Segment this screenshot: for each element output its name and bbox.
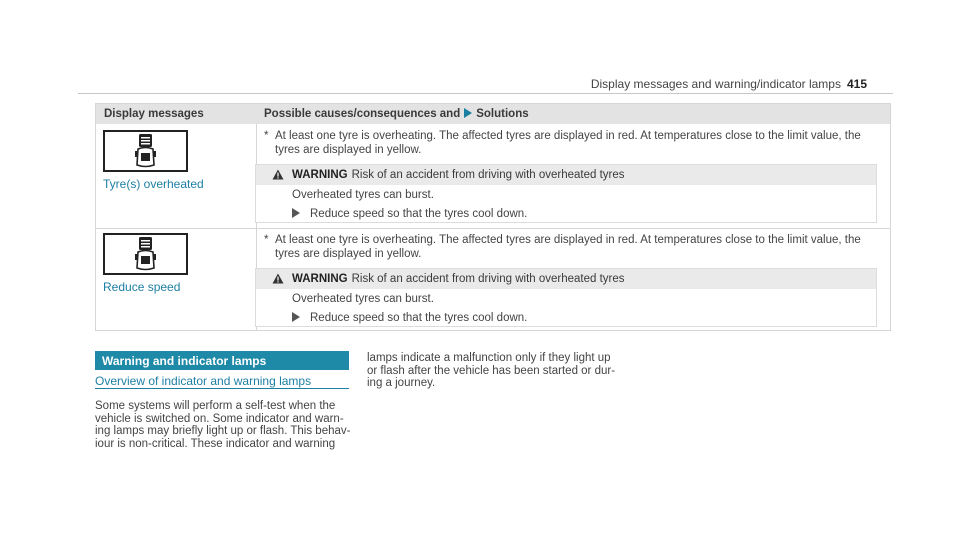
paragraph-line: ing a journey.: [367, 377, 436, 389]
play-arrow-icon: [464, 108, 472, 118]
warning-text: Risk of an accident from driving with overheated tyres: [351, 273, 625, 285]
warning-box: [255, 164, 877, 223]
warning-box: [255, 268, 877, 327]
warning-body: Overheated tyres can burst.: [292, 189, 434, 201]
warning-title: [292, 273, 625, 285]
note-line: tyres are displayed in yellow.: [275, 144, 422, 156]
warning-body: Overheated tyres can burst.: [292, 293, 434, 305]
step-arrow-icon: [292, 312, 300, 322]
warning-word: WARNING: [292, 273, 348, 285]
step-arrow-icon: [292, 208, 300, 218]
solution-step: [292, 312, 527, 324]
warning-header: [256, 269, 876, 289]
page-number: 415: [846, 77, 867, 91]
warning-title: [292, 169, 625, 181]
display-messages-table: [95, 103, 891, 331]
display-message-label: Tyre(s) overheated: [103, 177, 204, 191]
row-divider: [96, 228, 890, 229]
column-header-solutions: Solutions: [476, 108, 529, 120]
tyre-reduce-speed-lamp-icon: [103, 233, 188, 275]
warning-triangle-icon: [272, 169, 284, 180]
paragraph-line: or flash after the vehicle has been started or dur-: [367, 364, 616, 377]
page-header-title: Display messages and warning/indicator lamps: [590, 77, 841, 91]
note-line: At least one tyre is overheating. The affected tyres are displayed in red. At temperatures close to the limit value, the: [275, 234, 861, 246]
display-message-label: Reduce speed: [103, 280, 181, 294]
warning-text: Risk of an accident from driving with overheated tyres: [351, 169, 625, 181]
warning-word: WARNING: [292, 169, 348, 181]
note-line: At least one tyre is overheating. The affected tyres are displayed in red. At temperatures close to the limit value, the: [275, 130, 861, 142]
warning-triangle-icon: [272, 273, 284, 284]
column-header-causes-solutions: [264, 108, 529, 120]
solution-step: [292, 208, 527, 220]
paragraph-line: Some systems will perform a self-test when the: [95, 400, 336, 412]
body-paragraph-left: [95, 400, 350, 450]
page-header: [591, 77, 867, 91]
note-asterisk: *: [264, 234, 269, 246]
solution-step-text: Reduce speed so that the tyres cool down.: [310, 208, 528, 220]
paragraph-line: vehicle is switched on. Some indicator and warn-: [95, 412, 344, 425]
paragraph-line: lamps indicate a malfunction only if they light up: [367, 352, 611, 364]
paragraph-line: iour is non-critical. These indicator and warning: [95, 437, 336, 450]
body-paragraph-right: [367, 352, 615, 390]
row-note: [264, 233, 864, 261]
solution-step-text: Reduce speed so that the tyres cool down.: [310, 312, 528, 324]
sub-heading: Overview of indicator and warning lamps: [95, 374, 349, 389]
warning-header: [256, 165, 876, 185]
header-rule: [78, 93, 893, 94]
row-note: [264, 129, 864, 157]
paragraph-line: ing lamps may briefly light up or flash. This behav-: [95, 425, 351, 437]
column-header-display-messages: Display messages: [104, 108, 204, 120]
section-heading: [95, 351, 349, 370]
table-header: [96, 104, 890, 124]
note-line: tyres are displayed in yellow.: [275, 248, 422, 260]
note-asterisk: *: [264, 130, 269, 142]
tyre-overheat-lamp-icon: [103, 130, 188, 172]
column-header-causes: Possible causes/consequences and: [264, 108, 461, 120]
section-heading-text: Warning and indicator lamps: [102, 354, 267, 368]
